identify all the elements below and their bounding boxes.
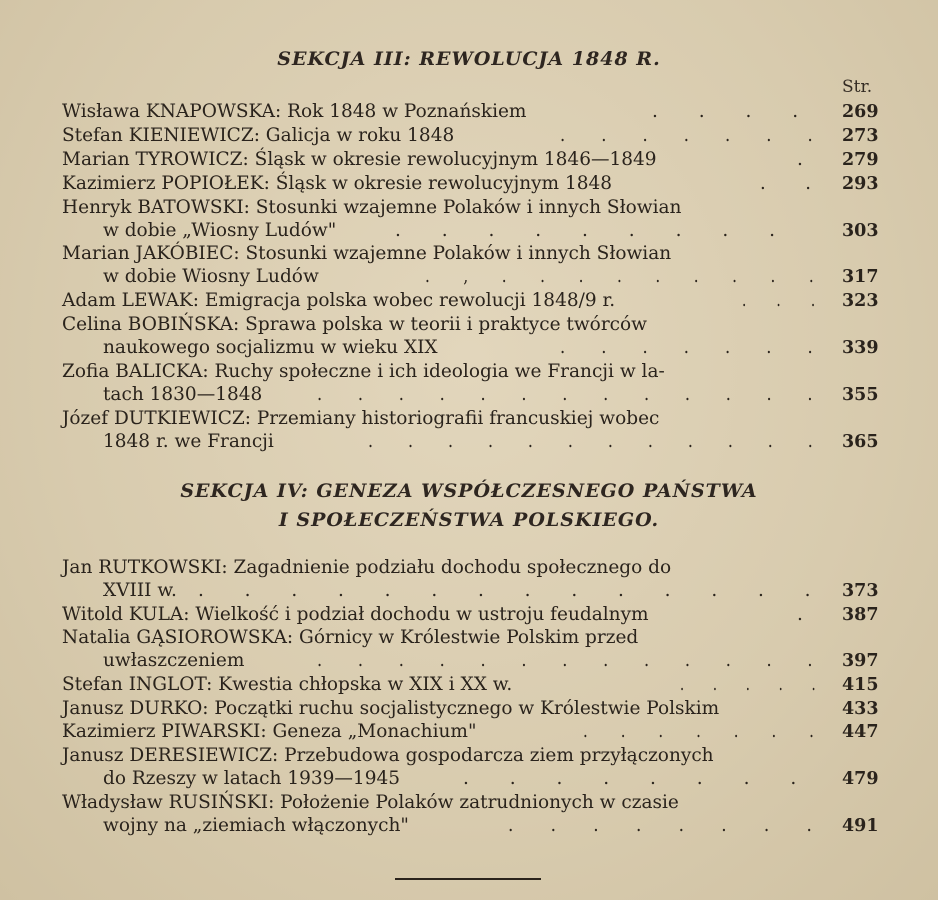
toc-entry-cont: XVIII w. . . . . . . . . . . . . . . 373 <box>0 579 938 603</box>
toc-entry: Natalia GĄSIOROWSKA: Górnicy w Królestwie Polskim przed <box>62 627 639 648</box>
toc-entry-cont: w dobie Wiosny Ludów . , . . . . . . . . . 317 <box>0 265 938 289</box>
toc-entry-cont: w dobie „Wiosny Ludów" . . . . . . . . . 303 <box>0 219 938 243</box>
toc-entry: Celina BOBIŃSKA: Sprawa polska w teorii i praktyce twórców <box>62 314 647 335</box>
page-number: 415 <box>842 675 879 695</box>
toc-entry-cont: uwłaszczeniem . . . . . . . . . . . . . 397 <box>0 649 938 673</box>
toc-entry-cont: wojny na „ziemiach włączonych" . . . . . . . . 491 <box>0 814 938 838</box>
page-number: 279 <box>842 150 879 170</box>
page-number: 397 <box>842 651 879 671</box>
page-number: 303 <box>842 221 879 241</box>
section-4-title-line-2: I SPOŁECZEŃSTWA POLSKIEGO. <box>278 509 660 531</box>
toc-entry: Wisława KNAPOWSKA: Rok 1848 w Poznańskiem . . . . 269 <box>0 100 938 124</box>
toc-entry: Marian JAKÓBIEC: Stosunki wzajemne Polaków i innych Słowian <box>62 243 672 264</box>
toc-entry-cont: naukowego socjalizmu w wieku XIX . . . . . . . 339 <box>0 336 938 360</box>
toc-entry: Józef DUTKIEWICZ: Przemiany historiografii francuskiej wobec <box>62 408 660 429</box>
toc-entry: Witold KULA: Wielkość i podział dochodu w ustroju feudalnym . 387 <box>0 603 938 627</box>
toc-entry: Janusz DURKO: Początki ruchu socjalistycznego w Królestwie Polskim 433 <box>0 697 938 721</box>
toc-entry: Zofia BALICKA: Ruchy społeczne i ich ideologia we Francji w la- <box>62 361 665 382</box>
toc-entry: Stefan INGLOT: Kwestia chłopska w XIX i XX w. . . . . . 415 <box>0 673 938 697</box>
page-number: 323 <box>842 291 879 311</box>
closing-rule <box>395 878 541 880</box>
toc-entry: Władysław RUSIŃSKI: Położenie Polaków zatrudnionych w czasie <box>62 792 679 813</box>
toc-entry: Janusz DERESIEWICZ: Przebudowa gospodarcza ziem przyłączonych <box>62 745 714 766</box>
page-number: 373 <box>842 581 879 601</box>
section-3-title: SEKCJA III: REWOLUCJA 1848 R. <box>277 48 661 70</box>
page-number: 269 <box>842 102 879 122</box>
toc-entry: Kazimierz PIWARSKI: Geneza „Monachium" . . . . . . . 447 <box>0 720 938 744</box>
page-number: 339 <box>842 338 879 358</box>
toc-entry-cont: 1848 r. we Francji . . . . . . . . . . . . 365 <box>0 430 938 454</box>
toc-entry: Stefan KIENIEWICZ: Galicja w roku 1848 . . . . . . . 273 <box>0 124 938 148</box>
toc-entry: Henryk BATOWSKI: Stosunki wzajemne Polaków i innych Słowian <box>62 197 682 218</box>
toc-entry: Jan RUTKOWSKI: Zagadnienie podziału dochodu społecznego do <box>62 557 672 578</box>
toc-entry: Adam LEWAK: Emigracja polska wobec rewolucji 1848/9 r. . . . 323 <box>0 289 938 313</box>
page-number: 365 <box>842 432 879 452</box>
page-number: 479 <box>842 769 879 789</box>
toc-entry-cont: tach 1830—1848 . . . . . . . . . . . . . 355 <box>0 383 938 407</box>
section-4-title-line-1: SEKCJA IV: GENEZA WSPÓŁCZESNEGO PAŃSTWA <box>180 480 758 502</box>
page-number: 293 <box>842 174 879 194</box>
page-number: 447 <box>842 722 879 742</box>
toc-entry: Kazimierz POPIOŁEK: Śląsk w okresie rewolucyjnym 1848 . . 293 <box>0 172 938 196</box>
toc-entry: Marian TYROWICZ: Śląsk w okresie rewolucyjnym 1846—1849 . 279 <box>0 148 938 172</box>
page-number: 387 <box>842 605 879 625</box>
page-column-header: Str. <box>842 77 873 97</box>
toc-entry-cont: do Rzeszy w latach 1939—1945 . . . . . . . . 479 <box>0 767 938 791</box>
page-number: 317 <box>842 267 879 287</box>
page-number: 273 <box>842 126 879 146</box>
page-number: 491 <box>842 816 879 836</box>
page-number: 355 <box>842 385 879 405</box>
page-number: 433 <box>842 699 879 719</box>
